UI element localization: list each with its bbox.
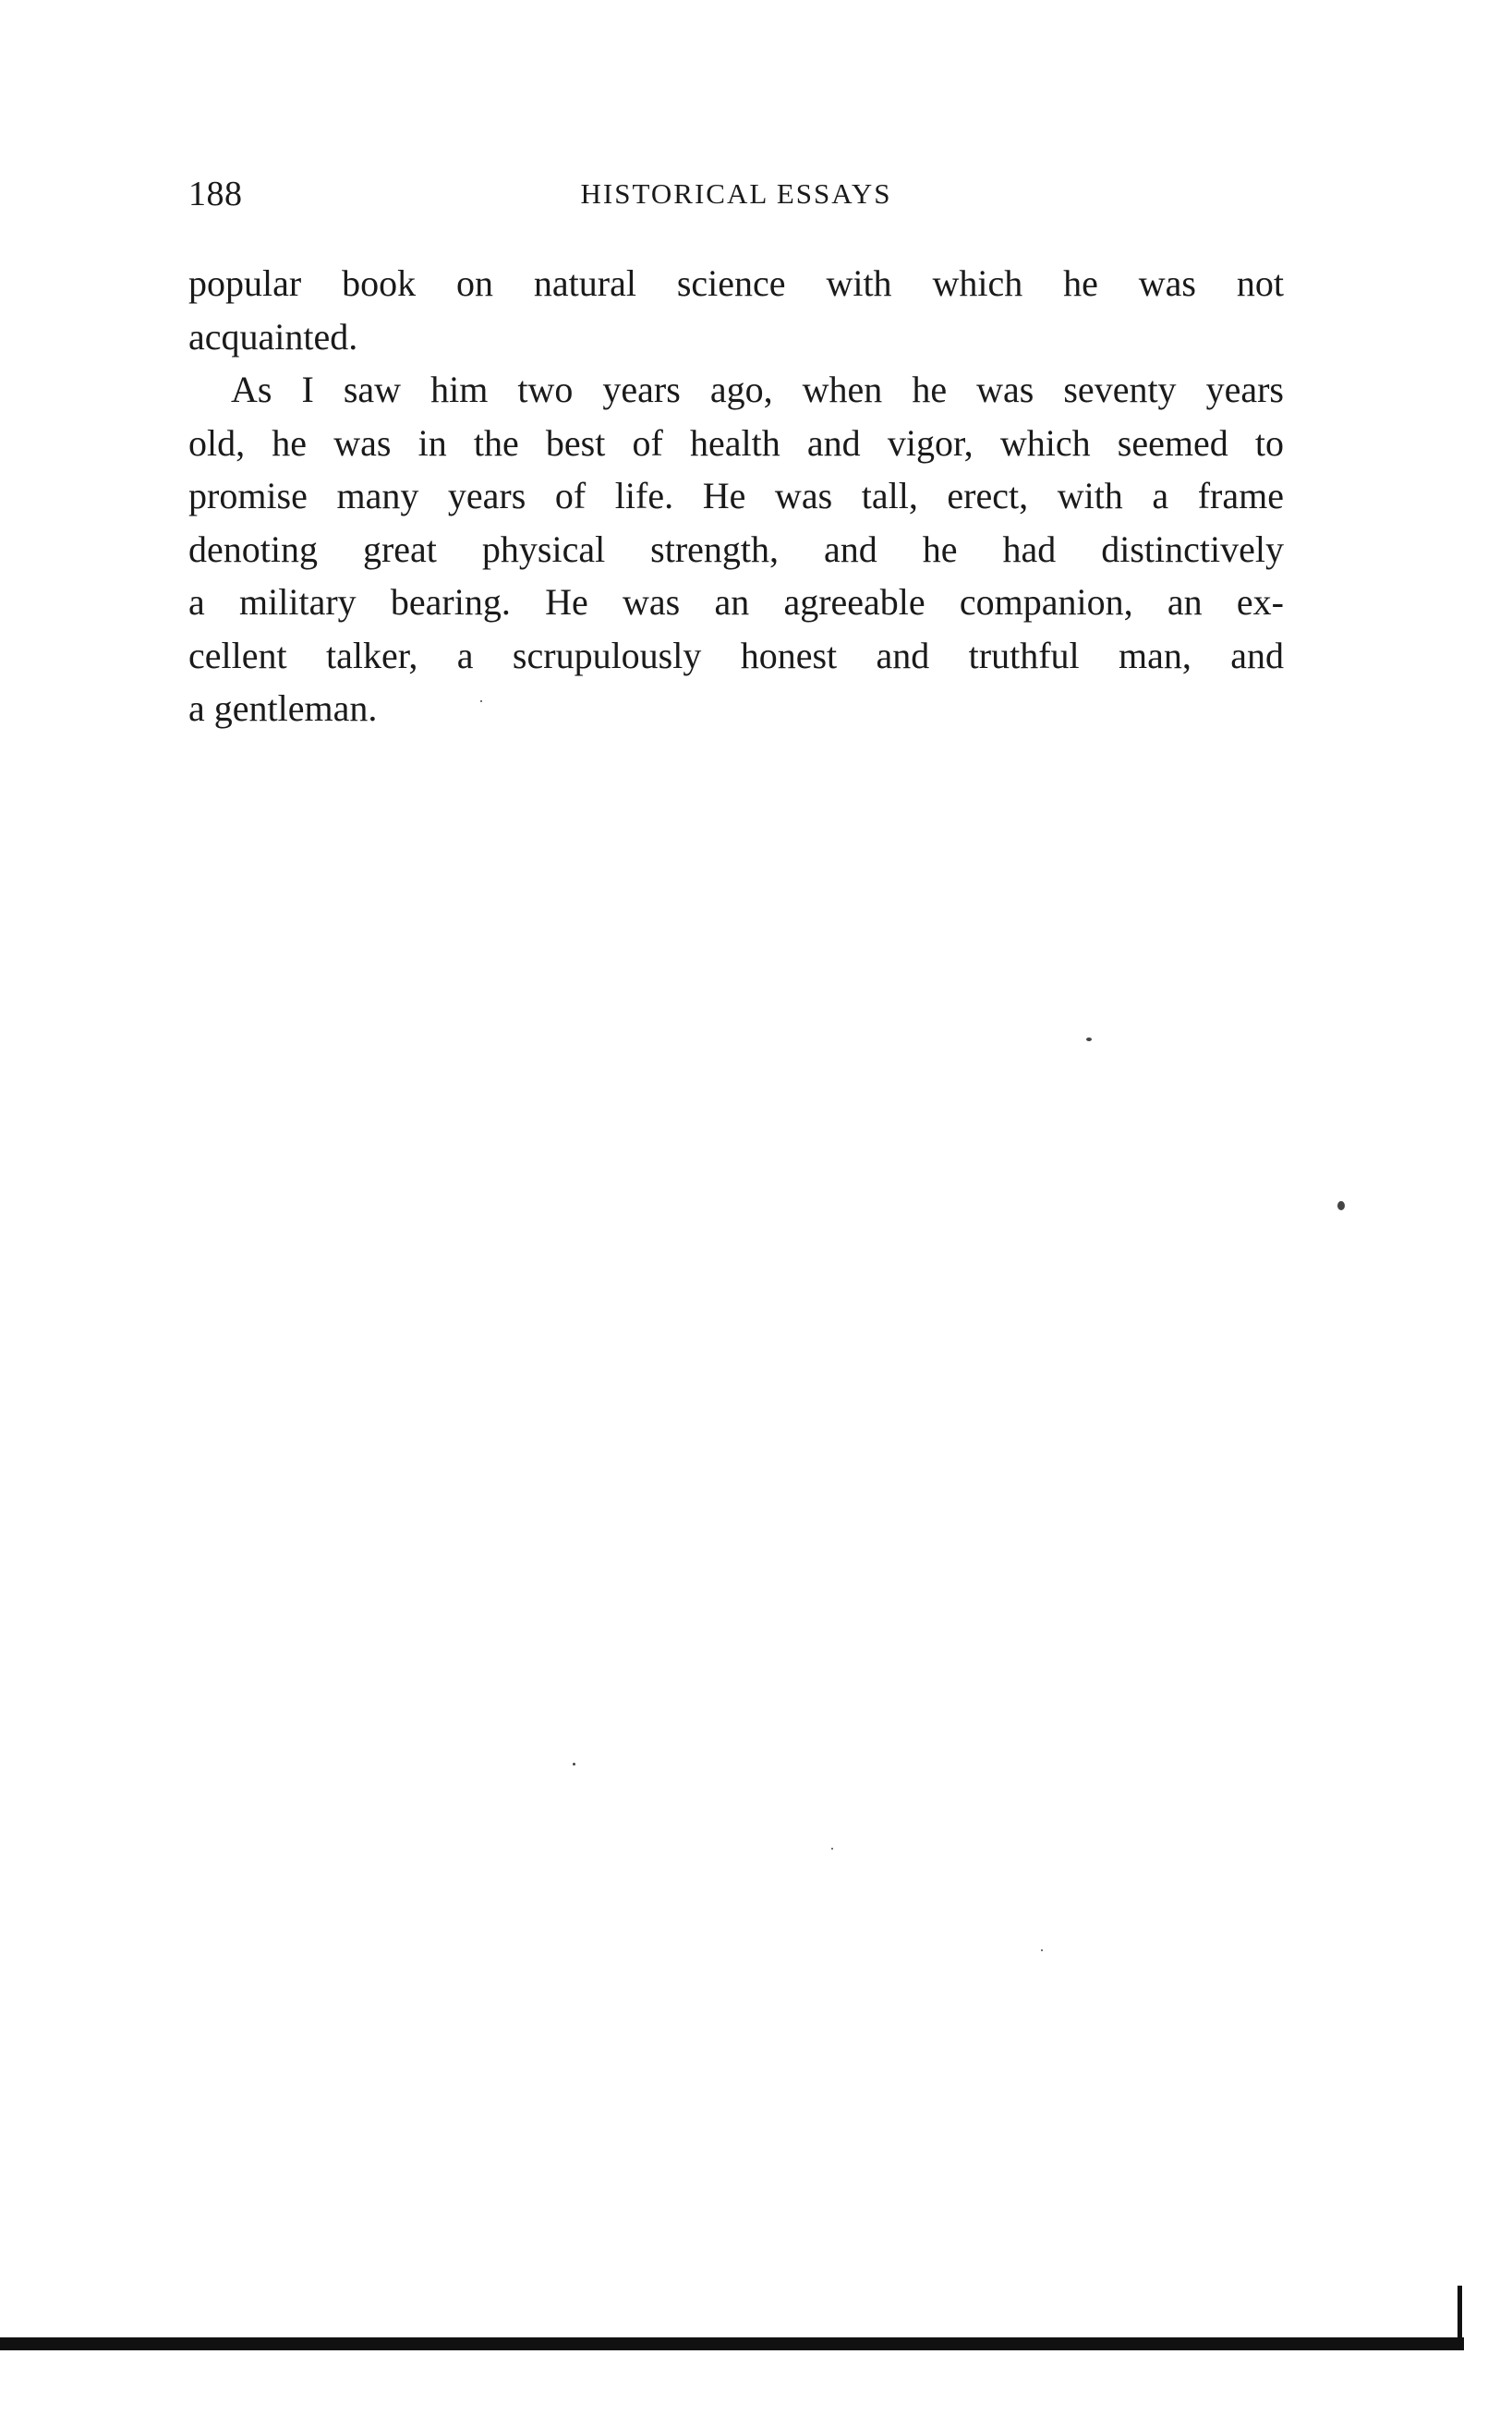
scan-speck: [831, 1848, 833, 1850]
scan-speck: [1041, 1949, 1043, 1951]
bottom-rule: [0, 2337, 1464, 2350]
text-line: promise many years of life. He was tall, erect, with a frame: [188, 475, 1284, 516]
running-head: [188, 174, 1284, 220]
scan-speck: [1086, 1038, 1092, 1041]
running-title: HISTORICAL ESSAYS: [580, 177, 892, 210]
page-number: 188: [188, 175, 243, 213]
scan-speck: [573, 1763, 575, 1766]
text-line: As I saw him two years ago, when he was seventy years: [231, 369, 1284, 410]
text-line: a military bearing. He was an agreeable companion, an ex-: [188, 581, 1284, 623]
text-line: cellent talker, a scrupulously honest and truthful man, and: [188, 634, 1284, 676]
text-line: popular book on natural science with which he was not: [188, 262, 1284, 304]
text-line: a gentleman.: [188, 687, 378, 729]
text-line: old, he was in the best of health and vigor, which seemed to: [188, 421, 1284, 464]
body-text: [188, 257, 1284, 735]
bottom-rule-end: [1458, 2286, 1462, 2350]
text-line: acquainted.: [188, 315, 358, 358]
scan-speck: [1337, 1201, 1345, 1210]
scan-speck: [480, 700, 482, 702]
text-line: denoting great physical strength, and he had distinctively: [188, 528, 1284, 570]
